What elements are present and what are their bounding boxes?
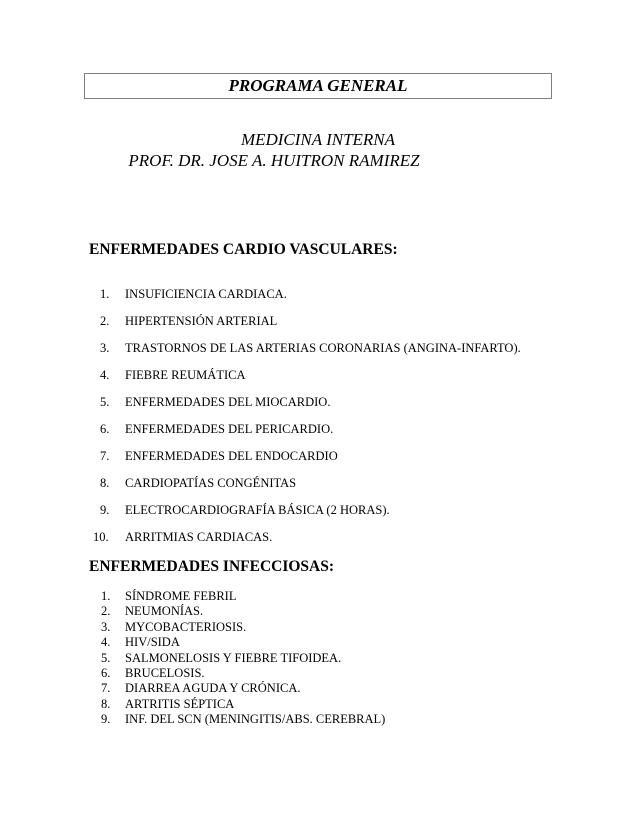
item-text: TRASTORNOS DE LAS ARTERIAS CORONARIAS (ANGINA-INFARTO). [125,341,521,355]
item-text: FIEBRE REUMÁTICA [125,368,246,382]
list-item [89,697,385,712]
list-item [89,620,385,635]
item-text: ARRITMIAS CARDIACAS. [125,530,273,544]
item-text: SALMONELOSIS Y FIEBRE TIFOIDEA. [125,650,342,665]
list-item [89,340,521,367]
item-number: 2. [100,314,110,328]
course-name: MEDICINA INTERNA [240,130,396,149]
list-item [89,604,385,619]
item-text: SÍNDROME FEBRIL [125,589,237,603]
item-text: ENFERMEDADES DEL PERICARDIO. [125,422,334,436]
item-text: HIV/SIDA [125,635,180,650]
item-text: INF. DEL SCN (MENINGITIS/ABS. CEREBRAL) [125,712,386,727]
list-item [89,475,521,502]
list-item [89,589,385,604]
item-text: ELECTROCARDIOGRAFÍA BÁSICA (2 HORAS). [125,503,390,517]
item-text: NEUMONÍAS. [125,604,204,619]
item-number: 10. [93,530,109,544]
item-text: INSUFICIENCIA CARDIACA. [125,287,287,301]
section-heading-infectious: ENFERMEDADES INFECCIOSAS: [89,558,335,575]
item-number: 7. [100,449,110,463]
item-number: 8. [100,476,110,490]
item-text: DIARREA AGUDA Y CRÓNICA. [125,681,301,696]
list-item [89,502,521,529]
item-number: 4. [100,368,110,382]
item-number: 3. [100,341,110,355]
list-item [89,681,385,696]
item-number: 6. [100,422,110,436]
list-item [89,367,521,394]
item-number: 3. [101,619,111,634]
item-number: 6. [101,665,111,680]
item-number: 9. [101,712,111,727]
item-text: ENFERMEDADES DEL ENDOCARDIO [125,449,338,463]
item-text: HIPERTENSIÓN ARTERIAL [125,314,278,328]
item-number: 8. [101,696,111,711]
infectious-topic-list [89,589,385,728]
list-item [89,529,521,556]
list-item [89,651,385,666]
item-text: ARTRITIS SÉPTICA [125,696,235,711]
list-item [89,421,521,448]
list-item [89,286,521,313]
item-number: 7. [101,681,111,696]
document-title: PROGRAMA GENERAL [84,73,552,99]
list-item [89,313,521,340]
item-text: CARDIOPATÍAS CONGÉNITAS [125,476,297,490]
item-text: MYCOBACTERIOSIS. [125,619,247,634]
item-number: 5. [100,395,110,409]
item-number: 5. [101,650,111,665]
item-text: ENFERMEDADES DEL MIOCARDIO. [125,395,331,409]
professor-name: PROF. DR. JOSE A. HUITRON RAMIREZ [128,151,420,170]
item-text: BRUCELOSIS. [125,665,205,680]
list-item [89,394,521,421]
item-number: 4. [101,635,111,650]
item-number: 1. [101,589,111,603]
list-item [89,712,385,727]
cardiovascular-topic-list [89,286,521,556]
list-item [89,448,521,475]
item-number: 2. [101,604,111,619]
item-number: 9. [100,503,110,517]
section-heading-cardiovascular: ENFERMEDADES CARDIO VASCULARES: [89,241,398,258]
list-item [89,635,385,650]
item-number: 1. [100,287,110,301]
list-item [89,666,385,681]
